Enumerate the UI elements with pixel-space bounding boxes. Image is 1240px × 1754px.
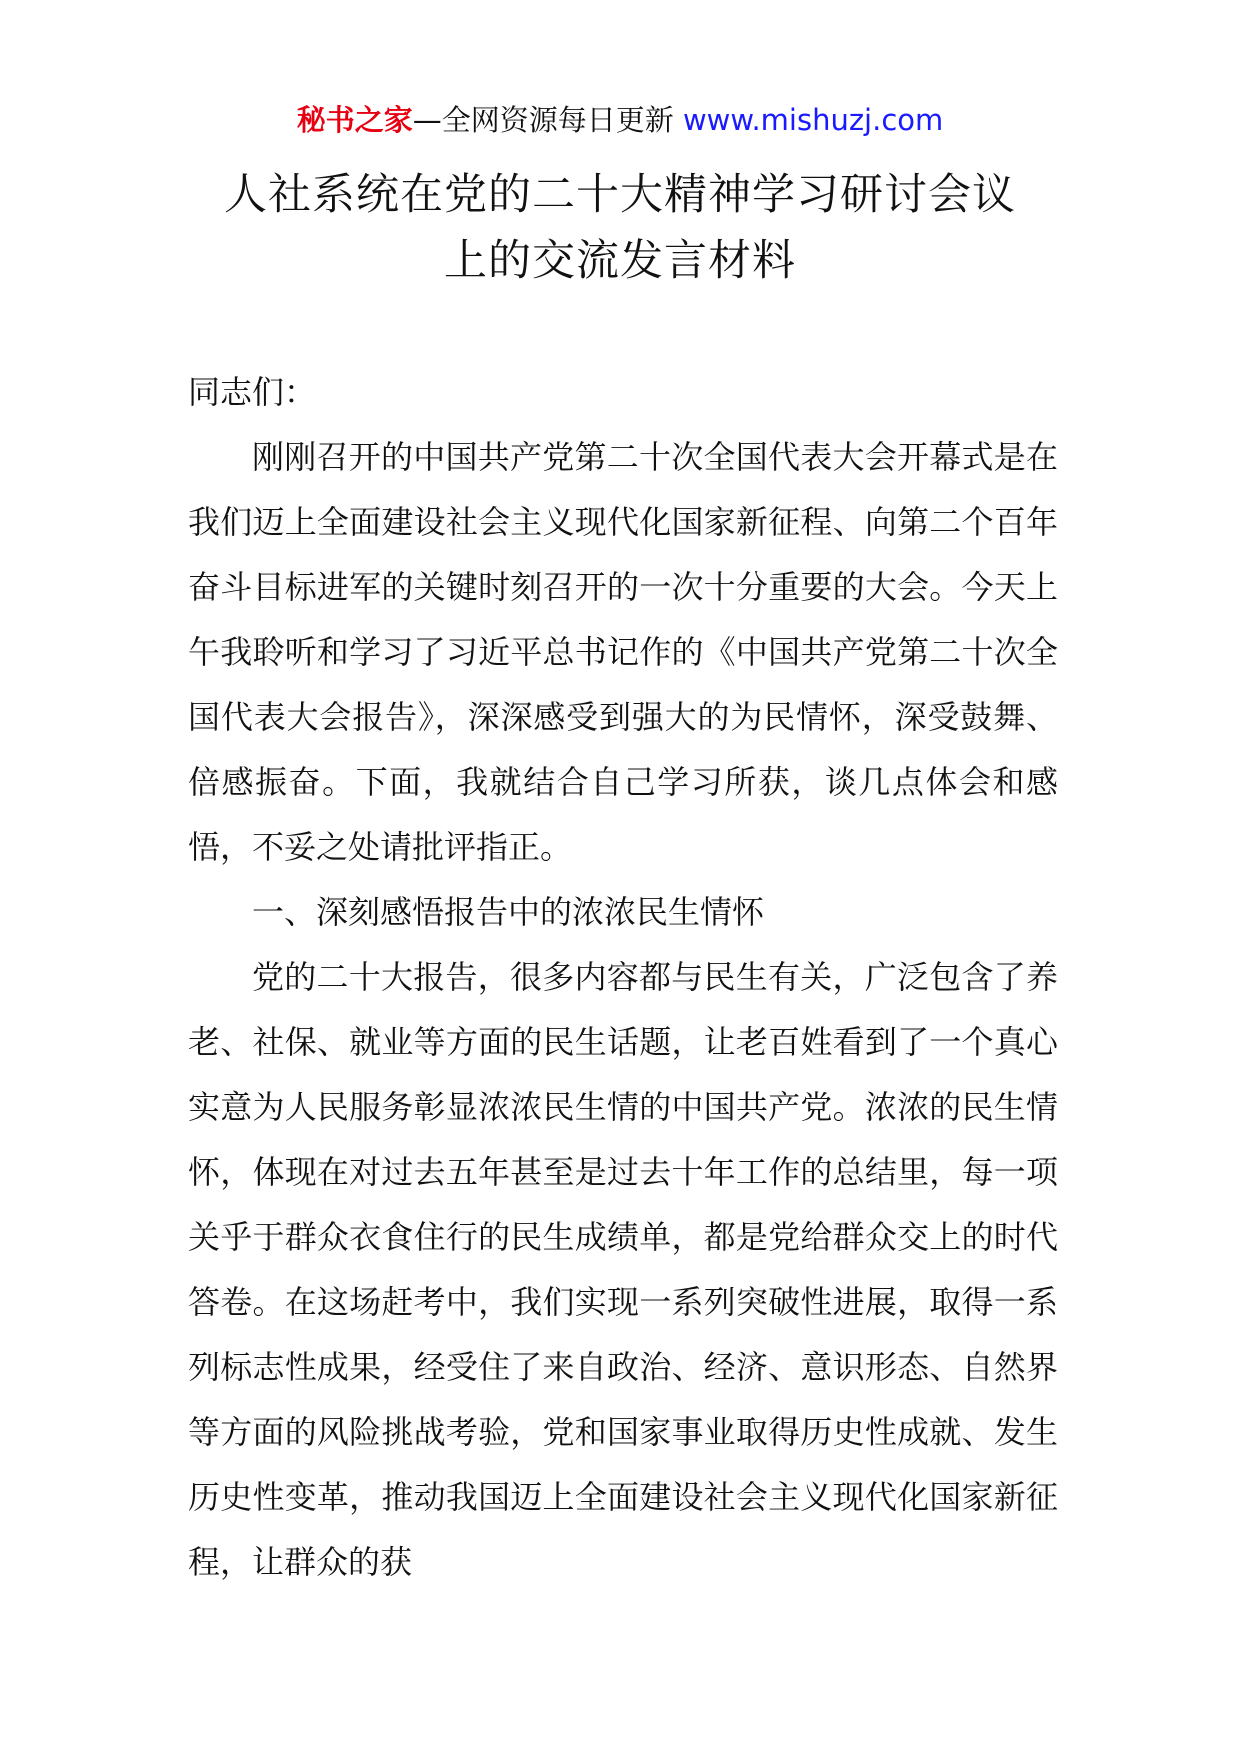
brand-name: 秘书之家 bbox=[296, 103, 413, 137]
document-title-line-2: 上的交流发言材料 bbox=[444, 236, 796, 286]
salutation: 同志们： bbox=[188, 373, 317, 411]
site-url-link[interactable]: www.mishuzj.com bbox=[682, 103, 944, 137]
section-heading-1: 一、深刻感悟报告中的浓浓民生情怀 bbox=[252, 893, 765, 931]
paragraph-section-1: 党的二十大报告，很多内容都与民生有关，广泛包含了养老、社保、就业等方面的民生话题，让老百姓看到了一个真心实意为人民服务彰显浓浓民生情的中国共产党。浓浓的民生情怀，体现在对过去五年甚至是过去十年工作的总结里，每一项关乎于群众衣食住行的民生成绩单，都是党给群众交上的时代答卷。在这场赶考中，我们实现一系列突破性进展，取得一系列标志性成果，经受住了来自政治、经济、意识形态、自然界等方面的风险挑战考验，党和国家事业取得历史性成就、发生历史性变革，推动我国迈上全面建设社会主义现代化国家新征程，让群众的获 bbox=[188, 958, 1058, 1581]
site-header bbox=[0, 100, 1240, 140]
paragraph-intro: 刚刚召开的中国共产党第二十次全国代表大会开幕式是在我们迈上全面建设社会主义现代化国家新征程、向第二个百年奋斗目标进军的关键时刻召开的一次十分重要的大会。今天上午我聆听和学习了习近平总书记作的《中国共产党第二十次全国代表大会报告》，深深感受到强大的为民情怀，深受鼓舞、倍感振奋。下面，我就结合自己学习所获，谈几点体会和感悟，不妥之处请批评指正。 bbox=[188, 438, 1058, 866]
document-title-line-1: 人社系统在党的二十大精神学习研讨会议 bbox=[224, 170, 1016, 220]
header-tagline: —全网资源每日更新 bbox=[412, 103, 683, 137]
document-body bbox=[188, 360, 1058, 1595]
document-title bbox=[150, 162, 1090, 294]
